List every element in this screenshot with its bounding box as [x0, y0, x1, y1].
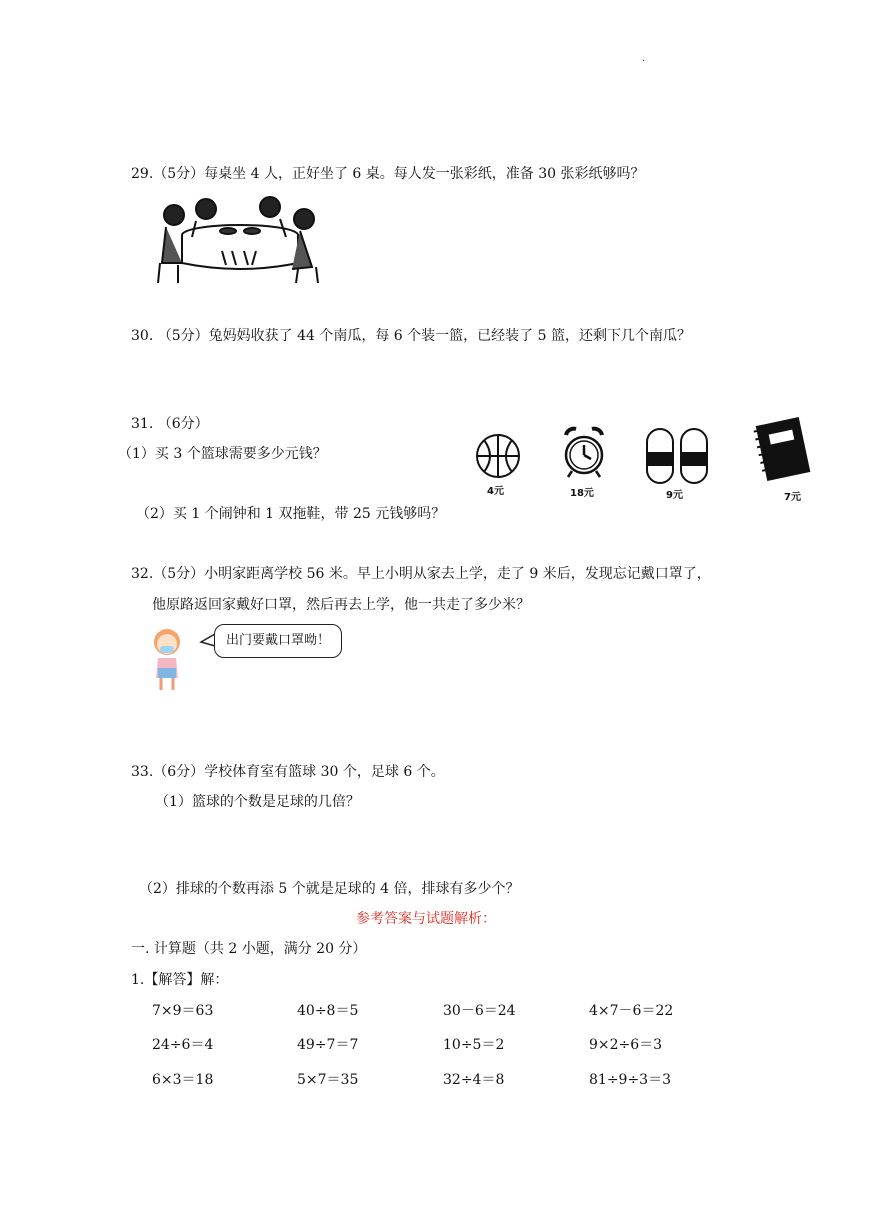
answers-section-heading: 一. 计算题（共 2 小题，满分 20 分）: [131, 941, 367, 957]
girl-with-mask-illustration: [146, 626, 188, 694]
question-30: 30. （5分）兔妈妈收获了 44 个南瓜，每 6 个装一篮，已经装了 5 篮，还剩下几个南瓜？: [131, 328, 691, 344]
equation: 32÷4＝8: [443, 1072, 505, 1088]
slippers-price: 9元: [666, 490, 683, 501]
basketball-price: 4元: [487, 486, 504, 497]
equation: 30－6＝24: [443, 1003, 516, 1019]
slippers-icon: [643, 425, 711, 487]
question-31-part-1: （1）买 3 个篮球需要多少元钱？: [118, 446, 327, 462]
basketball-icon: [474, 432, 522, 480]
question-33-heading: 33.（6分）学校体育室有篮球 30 个，足球 6 个。: [131, 764, 445, 780]
alarm-clock-icon: [560, 425, 608, 481]
equation: 49÷7＝7: [297, 1037, 359, 1053]
notebook-price: 7元: [784, 492, 801, 503]
equation: 81÷9÷3＝3: [589, 1072, 671, 1088]
question-31-heading: 31. （6分）: [131, 416, 209, 432]
equation: 7×9＝63: [152, 1003, 214, 1019]
equation: 24÷6＝4: [152, 1037, 214, 1053]
equation: 9×2÷6＝3: [589, 1037, 663, 1053]
equation: 10÷5＝2: [443, 1037, 505, 1053]
alarm-clock-price: 18元: [570, 488, 594, 499]
question-32-line-2: 他原路返回家戴好口罩，然后再去上学，他一共走了多少米？: [152, 597, 530, 613]
notebook-icon: [752, 416, 814, 482]
equation: 5×7＝35: [297, 1072, 359, 1088]
speech-bubble: 出门要戴口罩呦！: [214, 624, 342, 658]
answers-title: 参考答案与试题解析：: [356, 911, 496, 927]
question-29: 29.（5分）每桌坐 4 人，正好坐了 6 桌。每人发一张彩纸，准备 30 张彩纸够吗？: [131, 166, 645, 182]
question-32-line-1: 32.（5分）小明家距离学校 56 米。早上小明从家去上学，走了 9 米后，发现忘记戴口罩了，: [131, 566, 711, 582]
equation: 4×7－6＝22: [589, 1003, 674, 1019]
answer-1-label: 1.【解答】解：: [131, 972, 229, 988]
equation: 6×3＝18: [152, 1072, 214, 1088]
header-dot: ·: [642, 56, 646, 67]
question-31-part-2: （2）买 1 个闹钟和 1 双拖鞋，带 25 元钱够吗？: [136, 506, 446, 522]
question-33-part-2: （2）排球的个数再添 5 个就是足球的 4 倍，排球有多少个？: [139, 881, 520, 897]
equation: 40÷8＝5: [297, 1003, 359, 1019]
dining-table-illustration: [152, 193, 328, 285]
question-33-part-1: （1）篮球的个数是足球的几倍？: [155, 794, 360, 810]
